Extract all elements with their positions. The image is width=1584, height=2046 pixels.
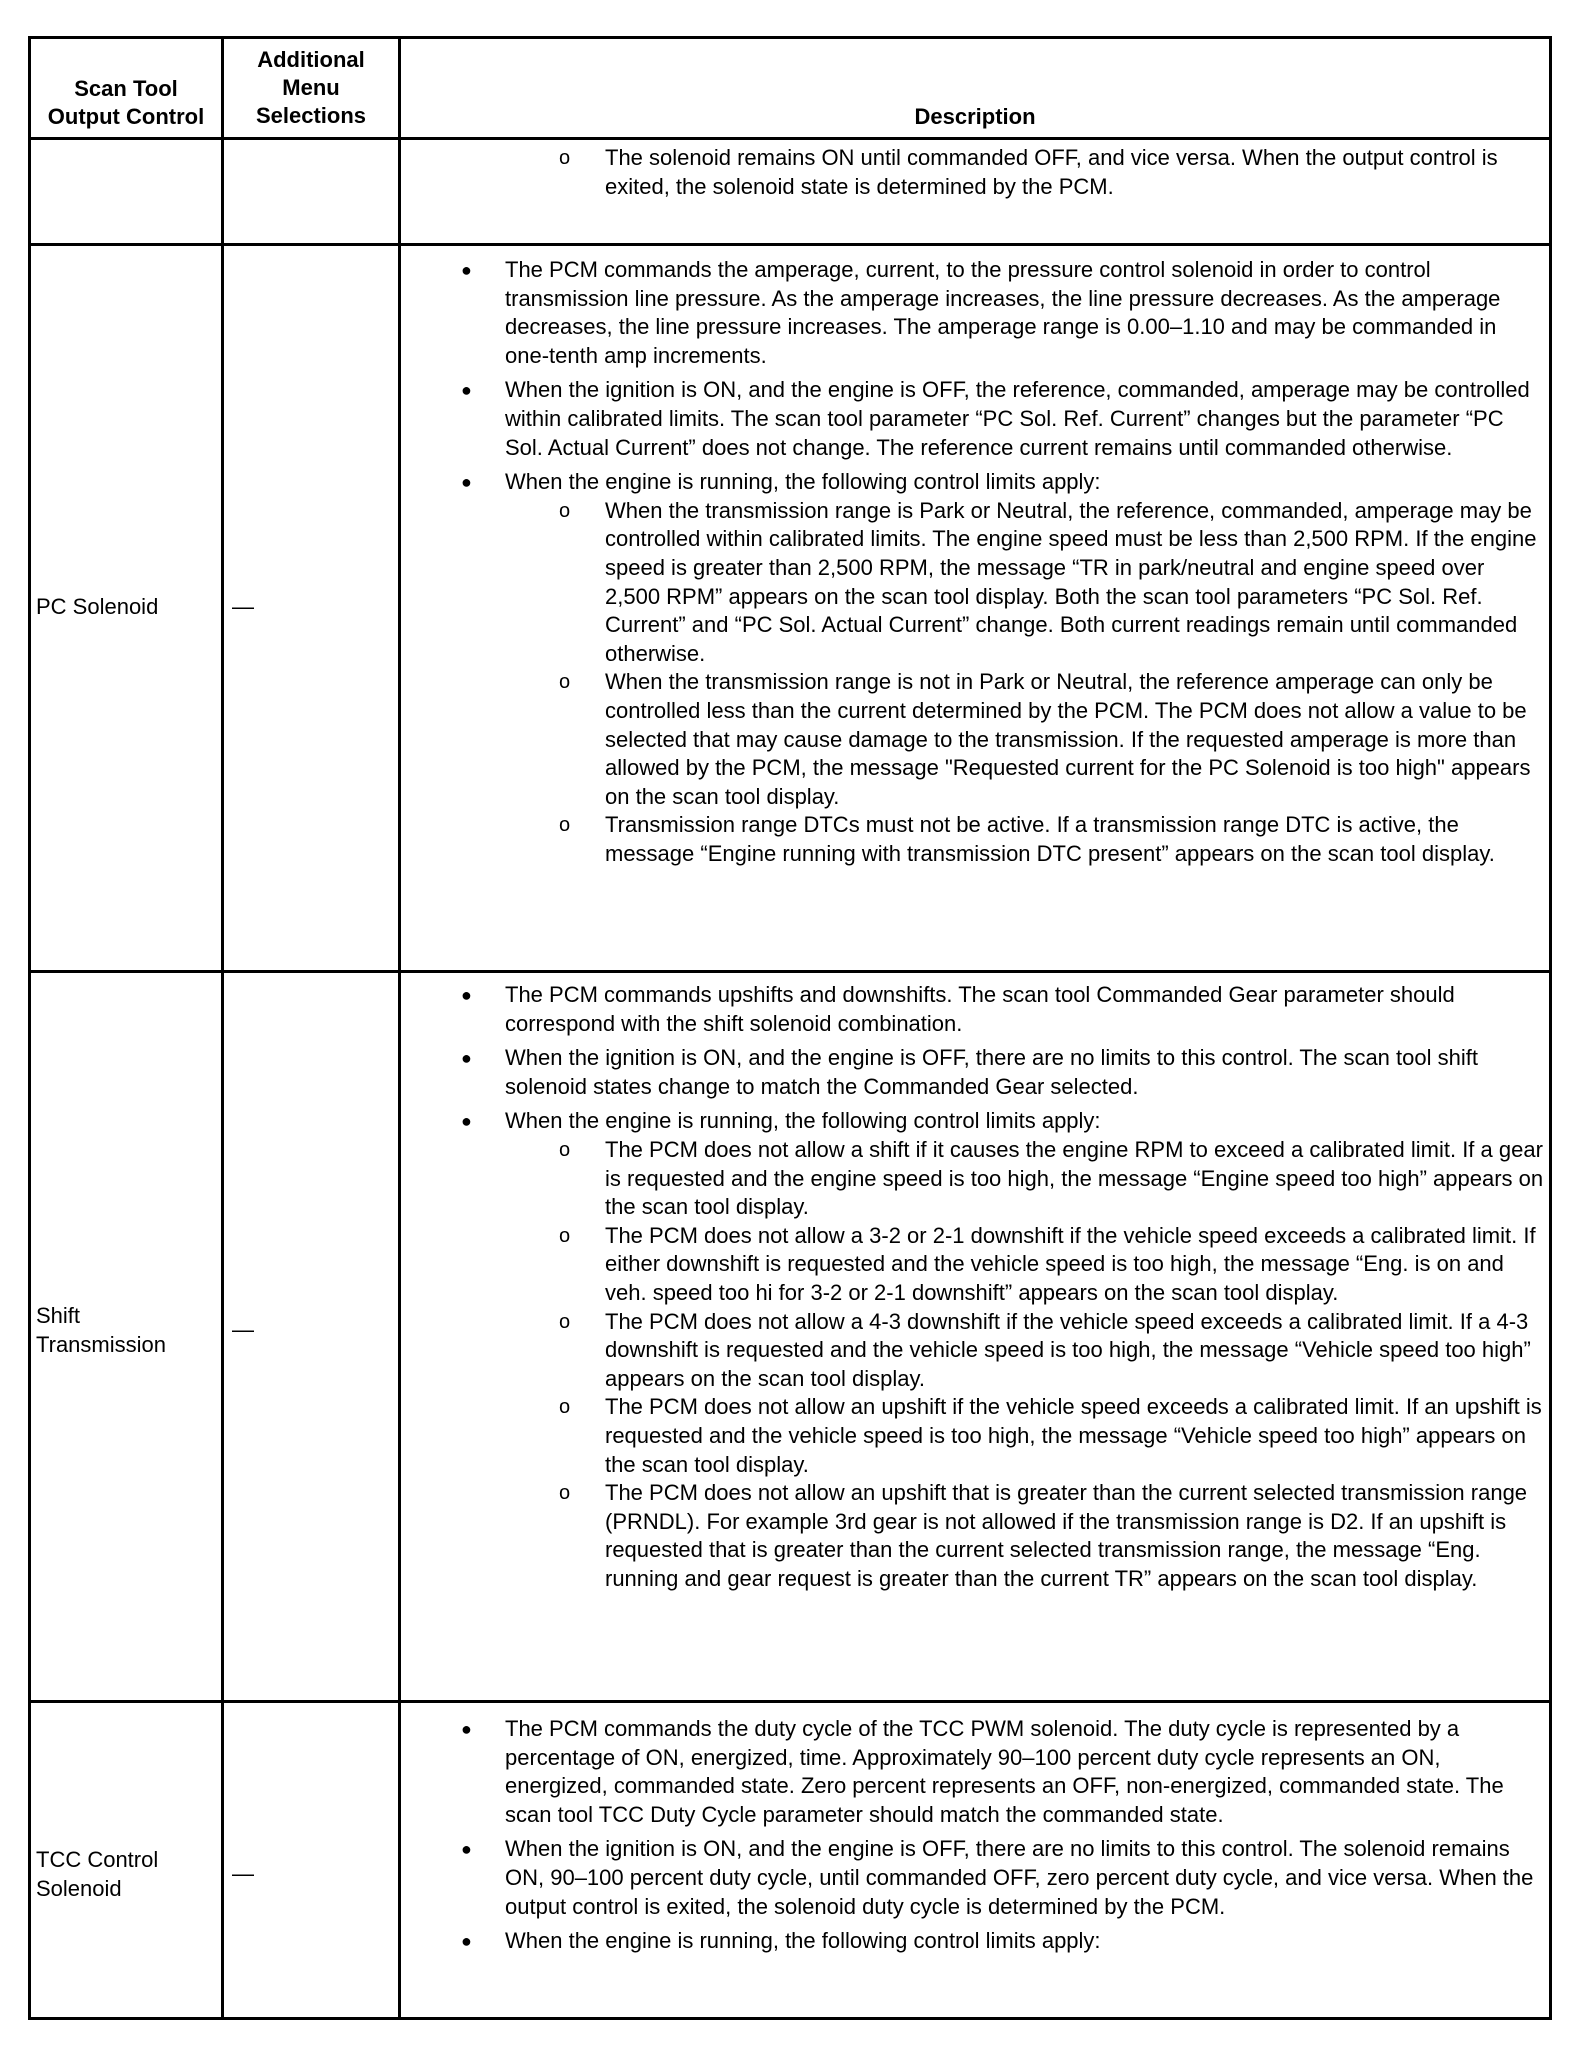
row-label-line1: Shift (36, 1303, 81, 1328)
circle-bullet-icon: o (559, 1138, 571, 1161)
row-label-line2: Transmission (36, 1332, 166, 1357)
bullet-item (401, 256, 1545, 370)
bullet-icon: ● (461, 1048, 472, 1069)
header-col2-line1: Additional (257, 47, 365, 72)
bullet-icon: ● (461, 1719, 472, 1739)
circle-bullet-icon: o (559, 1224, 571, 1247)
bullet-icon: ● (461, 1839, 472, 1860)
bullet-item (401, 376, 1545, 462)
bullet-icon: ● (461, 260, 472, 280)
sub-bullet-text: Transmission range DTCs must not be active. If a transmission range DTC is active, the message “Engine running with transmission DTC present” appears on the scan tool display. (605, 812, 1495, 866)
row-label: PC Solenoid (36, 594, 159, 619)
circle-bullet-icon: o (559, 1482, 571, 1505)
header-col2-line3: Selections (255, 103, 367, 128)
table-row-shift-transmission (31, 973, 1549, 1703)
sub-bullet-item (401, 1308, 1545, 1394)
circle-bullet-icon: o (559, 1310, 571, 1333)
sub-bullet-text: The PCM does not allow a shift if it causes the engine RPM to exceed a calibrated limit. If a gear is requested and the engine speed is too high, the message “Engine speed too high” appears on the scan tool display. (605, 1136, 1544, 1220)
circle-bullet-icon: o (559, 671, 571, 694)
circle-bullet-icon: o (559, 814, 571, 837)
sub-bullet-text: The PCM does not allow an upshift if the vehicle speed exceeds a calibrated limit. If an upshift is requested and the vehicle speed is too high, the message “Vehicle speed too high” appears on the scan tool display. (605, 1394, 1542, 1477)
bullet-text: When the engine is running, the following control limits apply: (505, 1108, 1101, 1134)
bullet-icon: ● (461, 1931, 472, 1952)
description-cell (401, 1703, 1549, 2017)
bullet-item (401, 468, 1545, 497)
header-scan-tool-output-control (31, 39, 221, 137)
bullet-item (401, 981, 1545, 1038)
menu-selection-dash: — (232, 1317, 254, 1342)
bullet-item (401, 1927, 1545, 1956)
bullet-text: The PCM commands the amperage, current, to the pressure control solenoid in order to control transmission line pressure. As the amperage increases, the line pressure decreases. As the amperage decreases, the line pressure increases. The amperage range is 0.00–1.10 and may be commanded in one-tenth amp increments. (505, 257, 1501, 368)
menu-selection-cell (224, 246, 398, 970)
bullet-text: When the ignition is ON, and the engine is OFF, the reference, commanded, amperage may be controlled within calibrated limits. The scan tool parameter “PC Sol. Ref. Current” changes but the parameter “PC Sol. Actual Current” does not change. The reference current remains until commanded otherwise. (505, 377, 1530, 460)
header-col3-text: Description (914, 104, 1036, 129)
circle-bullet-icon: o (559, 147, 571, 169)
bullet-icon: ● (461, 472, 472, 493)
bullet-text: When the engine is running, the following control limits apply: (505, 1928, 1101, 1954)
sub-bullet-text: The PCM does not allow a 3-2 or 2-1 downshift if the vehicle speed exceeds a calibrated limit. If either downshift is requested and the vehicle speed is too high, the message “Eng. is on and veh. speed too hi for 3-2 or 2-1 downshift” appears on the scan tool display. (605, 1222, 1536, 1305)
menu-selection-cell (224, 1703, 398, 2017)
circle-bullet-icon: o (559, 499, 571, 522)
sub-bullet-text: When the transmission range is Park or Neutral, the reference, commanded, amperage may be controlled within calibrated limits. The engine speed must be less than 2,500 RPM. If the engine speed is greater than 2,500 RPM, the message “TR in park/neutral and engine speed over 2,500 RPM” appears on the scan tool display. Both the scan tool parameters “PC Sol. Ref. Current” and “PC Sol. Actual Current” change. Both current readings remain until commanded otherwise. (605, 497, 1537, 666)
bullet-item (401, 1835, 1545, 1921)
header-description (401, 39, 1549, 137)
sub-bullet-item (401, 1479, 1545, 1593)
bullet-item (401, 1107, 1545, 1136)
description-cell (401, 140, 1549, 243)
bullet-icon: ● (461, 380, 472, 401)
table-row-continued (31, 140, 1549, 246)
table-row-tcc-control-solenoid (31, 1703, 1549, 2017)
header-col1-line1: Scan Tool (74, 76, 178, 101)
output-control-cell (31, 973, 221, 1700)
description-cell (401, 246, 1549, 970)
bullet-text: When the engine is running, the following control limits apply: (505, 469, 1101, 495)
output-control-cell (31, 246, 221, 970)
sub-bullet-item (401, 811, 1545, 868)
bullet-item (401, 1044, 1545, 1101)
menu-selection-dash: — (232, 1861, 254, 1886)
bullet-icon: ● (461, 1111, 472, 1132)
header-additional-menu-selections (224, 39, 398, 137)
circle-bullet-icon: o (559, 1396, 571, 1419)
row-label-line1: TCC Control (36, 1847, 159, 1872)
header-col2-line2: Menu (282, 75, 340, 100)
sub-bullet-item (401, 144, 1545, 201)
sub-bullet-item (401, 1393, 1545, 1479)
bullet-item (401, 1715, 1545, 1829)
row-label-line2: Solenoid (36, 1876, 122, 1901)
sub-bullet-text: When the transmission range is not in Park or Neutral, the reference amperage can only be controlled less than the current determined by the PCM. The PCM does not allow a value to be selected that may cause damage to the transmission. If the requested amperage is more than allowed by the PCM, the message "Requested current for the PC Solenoid is too high" appears on the scan tool display. (605, 669, 1531, 809)
sub-bullet-item (401, 1222, 1545, 1308)
sub-bullet-text: The solenoid remains ON until commanded OFF, and vice versa. When the output control is exited, the solenoid state is determined by the PCM. (605, 145, 1498, 199)
output-control-table (28, 36, 1552, 2020)
sub-bullet-item (401, 1136, 1545, 1222)
sub-bullet-text: The PCM does not allow an upshift that is greater than the current selected transmission range (PRNDL). For example 3rd gear is not allowed if the transmission range is D2. If an upshift is requested that is greater than the current selected transmission range, the message “Eng. running and gear request is greater than the current TR” appears on the scan tool display. (605, 1480, 1528, 1591)
output-control-cell (31, 1703, 221, 2017)
bullet-text: The PCM commands upshifts and downshifts. The scan tool Commanded Gear parameter should correspond with the shift solenoid combination. (505, 982, 1455, 1036)
sub-bullet-text: The PCM does not allow a 4-3 downshift if the vehicle speed exceeds a calibrated limit. If a 4-3 downshift is requested and the vehicle speed is too high, the message “Vehicle speed too high” appears on the scan tool display. (605, 1308, 1531, 1391)
sub-bullet-item (401, 668, 1545, 811)
sub-bullet-item (401, 497, 1545, 669)
table-header-row (31, 39, 1549, 140)
menu-selection-cell (224, 973, 398, 1700)
menu-selection-dash: — (232, 594, 254, 619)
table-row-pc-solenoid (31, 246, 1549, 973)
header-col1-line2: Output Control (47, 104, 205, 129)
bullet-icon: ● (461, 985, 472, 1005)
bullet-text: When the ignition is ON, and the engine is OFF, there are no limits to this control. The scan tool shift solenoid states change to match the Commanded Gear selected. (505, 1045, 1478, 1099)
bullet-text: When the ignition is ON, and the engine is OFF, there are no limits to this control. The solenoid remains ON, 90–100 percent duty cycle, until commanded OFF, zero percent duty cycle, and vice versa. When the output control is exited, the solenoid duty cycle is determined by the PCM. (505, 1836, 1534, 1919)
description-cell (401, 973, 1549, 1700)
bullet-text: The PCM commands the duty cycle of the TCC PWM solenoid. The duty cycle is represented by a percentage of ON, energized, time. Approximately 90–100 percent duty cycle represents an ON, energized, commanded state. Zero percent represents an OFF, non-energized, commanded state. The scan tool TCC Duty Cycle parameter should match the commanded state. (505, 1716, 1504, 1827)
